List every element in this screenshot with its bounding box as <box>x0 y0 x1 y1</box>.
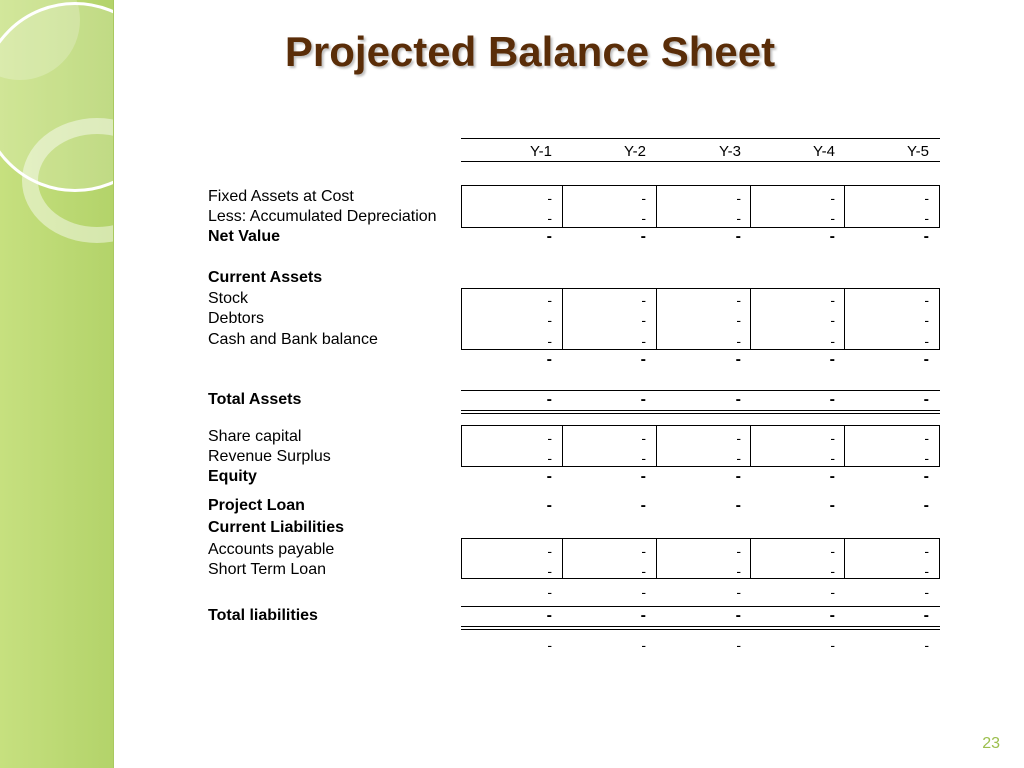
header-bottom-rule <box>461 161 940 162</box>
column-divider <box>656 186 657 227</box>
row-label: Project Loan <box>208 497 305 514</box>
column-divider <box>750 426 751 466</box>
row-label: Current Assets <box>208 269 323 286</box>
cell-value: - <box>829 391 835 408</box>
cell-value: - <box>924 450 929 466</box>
year-header: Y-5 <box>907 143 929 160</box>
cell-value: - <box>641 450 646 466</box>
cell-value: - <box>830 190 835 206</box>
row-label: Debtors <box>208 310 265 327</box>
cell-value: - <box>830 333 835 349</box>
year-header: Y-3 <box>719 143 741 160</box>
cell-value: - <box>924 312 929 328</box>
cell-value: - <box>547 584 552 600</box>
cell-value: - <box>736 450 741 466</box>
decorative-sidebar <box>0 0 113 768</box>
cell-value: - <box>830 210 835 226</box>
cell-value: - <box>736 292 741 308</box>
cell-value: - <box>546 391 552 408</box>
column-divider <box>844 426 845 466</box>
column-divider <box>562 186 563 227</box>
table-rule <box>461 410 940 411</box>
cell-value: - <box>829 468 835 485</box>
cell-value: - <box>547 450 552 466</box>
cell-value: - <box>641 584 646 600</box>
cell-value: - <box>923 351 929 368</box>
cell-value: - <box>923 607 929 624</box>
cell-value: - <box>736 210 741 226</box>
cell-value: - <box>924 563 929 579</box>
cell-value: - <box>924 430 929 446</box>
cell-value: - <box>735 607 741 624</box>
cell-value: - <box>735 497 741 514</box>
column-divider <box>656 539 657 578</box>
cell-value: - <box>830 430 835 446</box>
column-divider <box>844 289 845 349</box>
cell-value: - <box>923 391 929 408</box>
cell-value: - <box>735 391 741 408</box>
cell-value: - <box>736 543 741 559</box>
cell-value: - <box>546 497 552 514</box>
column-divider <box>750 186 751 227</box>
cell-value: - <box>547 210 552 226</box>
column-divider <box>844 539 845 578</box>
column-divider <box>562 539 563 578</box>
cell-value: - <box>641 190 646 206</box>
slide-title: Projected Balance Sheet <box>284 28 776 75</box>
cell-value: - <box>547 543 552 559</box>
cell-value: - <box>830 450 835 466</box>
column-divider <box>844 186 845 227</box>
cell-value: - <box>641 563 646 579</box>
cell-value: - <box>829 228 835 245</box>
cell-value: - <box>829 351 835 368</box>
cell-value: - <box>735 228 741 245</box>
cell-value: - <box>924 210 929 226</box>
cell-value: - <box>736 333 741 349</box>
cell-value: - <box>641 333 646 349</box>
cell-value: - <box>736 637 741 653</box>
cell-value: - <box>640 351 646 368</box>
row-label: Accounts payable <box>208 541 335 558</box>
column-divider <box>750 539 751 578</box>
year-header: Y-1 <box>530 143 552 160</box>
header-top-rule <box>461 138 940 139</box>
cell-value: - <box>830 543 835 559</box>
cell-value: - <box>924 190 929 206</box>
row-label: Total Assets <box>208 391 302 408</box>
cell-value: - <box>736 312 741 328</box>
cell-value: - <box>736 563 741 579</box>
column-divider <box>656 426 657 466</box>
cell-value: - <box>547 637 552 653</box>
cell-value: - <box>830 292 835 308</box>
cell-value: - <box>641 312 646 328</box>
cell-value: - <box>735 468 741 485</box>
column-divider <box>562 289 563 349</box>
cell-value: - <box>830 637 835 653</box>
cell-value: - <box>830 563 835 579</box>
cell-value: - <box>547 292 552 308</box>
cell-value: - <box>829 607 835 624</box>
cell-value: - <box>924 333 929 349</box>
table-rule <box>461 413 940 414</box>
row-label: Net Value <box>208 228 281 245</box>
column-divider <box>562 426 563 466</box>
row-label: Stock <box>208 290 249 307</box>
cell-value: - <box>736 584 741 600</box>
cell-value: - <box>923 497 929 514</box>
cell-value: - <box>923 468 929 485</box>
page-number: 23 <box>982 735 1000 752</box>
table-rule <box>461 626 940 627</box>
cell-value: - <box>546 607 552 624</box>
cell-value: - <box>641 292 646 308</box>
cell-value: - <box>641 430 646 446</box>
cell-value: - <box>641 543 646 559</box>
cell-value: - <box>736 190 741 206</box>
row-label: Revenue Surplus <box>208 448 331 465</box>
cell-value: - <box>547 563 552 579</box>
cell-value: - <box>640 228 646 245</box>
cell-value: - <box>547 333 552 349</box>
cell-value: - <box>640 607 646 624</box>
cell-value: - <box>923 228 929 245</box>
cell-value: - <box>924 637 929 653</box>
cell-value: - <box>546 468 552 485</box>
cell-value: - <box>924 292 929 308</box>
cell-value: - <box>546 228 552 245</box>
cell-value: - <box>640 497 646 514</box>
cell-value: - <box>829 497 835 514</box>
cell-value: - <box>924 543 929 559</box>
row-label: Short Term Loan <box>208 561 326 578</box>
cell-value: - <box>830 584 835 600</box>
column-divider <box>656 289 657 349</box>
cell-value: - <box>640 391 646 408</box>
sidebar-divider <box>113 0 114 768</box>
year-header: Y-4 <box>813 143 835 160</box>
row-label: Share capital <box>208 428 302 445</box>
row-label: Cash and Bank balance <box>208 331 378 348</box>
cell-value: - <box>547 312 552 328</box>
column-divider <box>750 289 751 349</box>
cell-value: - <box>641 637 646 653</box>
table-rule <box>461 629 940 630</box>
year-header: Y-2 <box>624 143 646 160</box>
cell-value: - <box>547 190 552 206</box>
row-label: Fixed Assets at Cost <box>208 188 354 205</box>
cell-value: - <box>547 430 552 446</box>
row-label: Equity <box>208 468 257 485</box>
cell-value: - <box>641 210 646 226</box>
cell-value: - <box>924 584 929 600</box>
cell-value: - <box>735 351 741 368</box>
row-label: Less: Accumulated Depreciation <box>208 208 437 225</box>
row-label: Total liabilities <box>208 607 318 624</box>
cell-value: - <box>546 351 552 368</box>
row-label: Current Liabilities <box>208 519 345 536</box>
cell-value: - <box>736 430 741 446</box>
cell-value: - <box>640 468 646 485</box>
cell-value: - <box>830 312 835 328</box>
